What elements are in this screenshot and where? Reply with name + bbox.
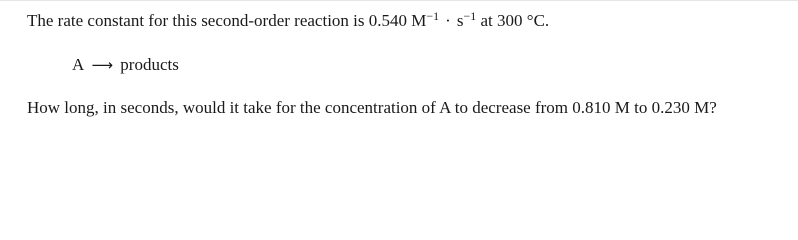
reaction-equation bbox=[72, 55, 179, 75]
product: products bbox=[120, 55, 179, 74]
top-divider bbox=[0, 0, 798, 1]
multiplication-dot: · bbox=[445, 11, 451, 30]
seconds-unit: s bbox=[456, 11, 464, 30]
molarity-exponent: −1 bbox=[426, 9, 440, 23]
statement-prefix: The rate constant for this second-order reaction is 0.540 M bbox=[27, 11, 427, 30]
seconds-exponent: −1 bbox=[463, 9, 477, 23]
question-prompt: How long, in seconds, would it take for the concentration of A to decrease from 0.810 M to 0.230 M? bbox=[27, 98, 717, 117]
reactant: A bbox=[72, 55, 85, 74]
temperature-suffix: at 300 °C. bbox=[476, 11, 550, 30]
reaction-arrow-icon: ⟶ bbox=[91, 56, 114, 74]
rate-constant-statement bbox=[27, 11, 549, 31]
